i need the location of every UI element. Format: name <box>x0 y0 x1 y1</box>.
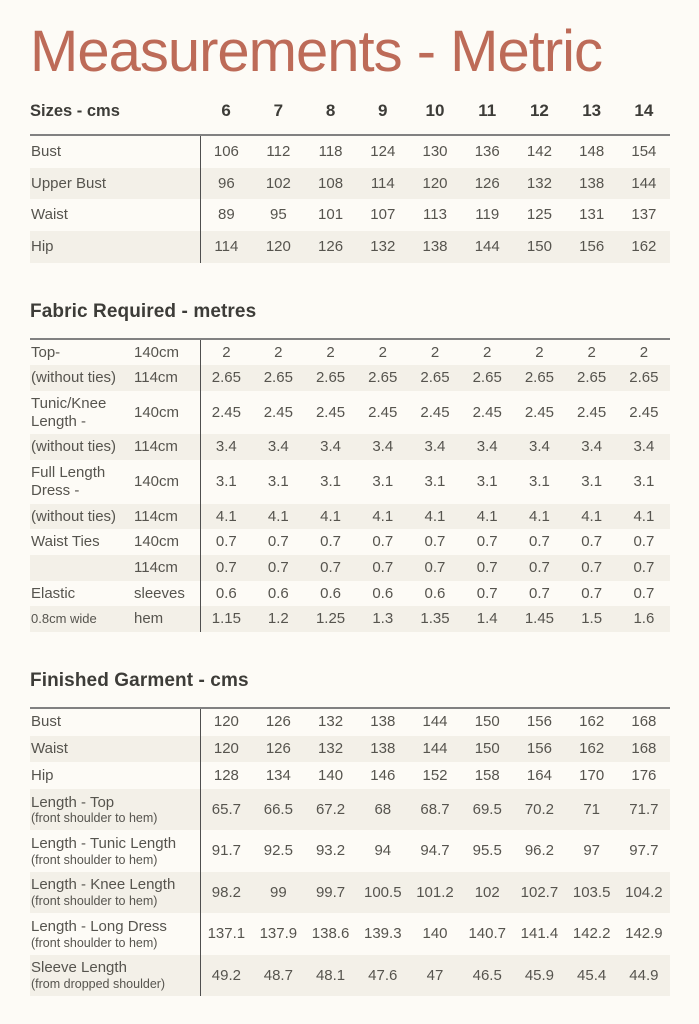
value-cell: 2.45 <box>368 403 398 421</box>
value-cell: 132 <box>304 736 356 763</box>
row-variant-label: hem <box>133 606 200 632</box>
value-cell: 3.4 <box>461 434 513 460</box>
value-cell: 137 <box>631 206 657 224</box>
value-cell: 0.7 <box>581 584 603 602</box>
value-cell: 137.1 <box>200 913 252 954</box>
value-cell: 120 <box>409 168 461 200</box>
table-row <box>30 762 670 789</box>
value-cell: 2.45 <box>315 403 346 421</box>
value-cell: 139.3 <box>364 925 402 943</box>
value-cell: 113 <box>423 206 447 224</box>
table-row <box>30 135 670 168</box>
value-cell: 91.7 <box>200 830 252 871</box>
row-label <box>30 231 200 263</box>
size-column-header: 9 <box>378 100 388 120</box>
value-cell: 2.45 <box>420 403 450 421</box>
value-cell: 2.45 <box>472 403 502 421</box>
value-cell: 2.65 <box>566 365 618 391</box>
value-cell: 2 <box>252 339 304 366</box>
table-row <box>30 581 670 607</box>
row-label: (without ties) <box>30 434 133 460</box>
row-variant-label: 140cm <box>134 533 180 551</box>
value-cell: 0.7 <box>267 533 289 551</box>
size-column-header: 11 <box>478 100 497 120</box>
table-row <box>30 736 670 763</box>
value-cell: 138 <box>409 231 461 263</box>
table-row <box>30 434 670 460</box>
value-cell: 144 <box>618 168 670 200</box>
size-column-header: 6 <box>221 100 231 120</box>
value-cell: 0.7 <box>409 555 461 581</box>
size-column-header: 12 <box>529 100 549 120</box>
value-cell: 2 <box>618 339 670 366</box>
value-cell: 69.5 <box>461 789 513 830</box>
table-row <box>30 391 670 434</box>
value-cell: 1.2 <box>252 606 304 632</box>
table-row <box>30 529 670 555</box>
value-cell: 146 <box>370 766 396 784</box>
row-label-text: Length - Knee Length <box>31 876 176 894</box>
value-cell: 4.1 <box>566 504 618 530</box>
value-cell: 2.45 <box>629 403 659 421</box>
value-cell: 138.6 <box>311 925 350 943</box>
value-cell: 126 <box>461 168 513 200</box>
table-row <box>30 606 670 632</box>
value-cell: 0.7 <box>528 533 550 551</box>
value-cell: 156 <box>566 231 618 263</box>
value-cell: 0.7 <box>513 555 565 581</box>
value-cell: 0.7 <box>476 584 498 602</box>
value-cell: 3.1 <box>200 460 252 503</box>
row-label: Top- <box>30 339 133 366</box>
row-variant-label: 140cm <box>133 339 200 366</box>
fabric-required-table <box>30 338 670 632</box>
value-cell: 176 <box>631 766 657 784</box>
value-cell: 47 <box>409 955 461 996</box>
value-cell: 150 <box>461 736 513 763</box>
value-cell: 99 <box>252 872 304 913</box>
value-cell: 156 <box>513 736 565 763</box>
value-cell: 3.1 <box>320 472 341 490</box>
fabric-required-heading: Fabric Required - metres <box>30 300 257 322</box>
value-cell: 3.4 <box>513 434 565 460</box>
value-cell: 144 <box>461 231 513 263</box>
value-cell: 67.2 <box>304 789 356 830</box>
table-row <box>30 872 670 913</box>
value-cell: 120 <box>200 708 252 736</box>
row-label-text: Hip <box>31 238 54 256</box>
row-label <box>30 762 200 789</box>
value-cell: 48.7 <box>252 955 304 996</box>
value-cell: 70.2 <box>513 789 565 830</box>
value-cell: 170 <box>579 766 605 784</box>
value-cell: 4.1 <box>357 504 409 530</box>
value-cell: 142 <box>513 135 565 168</box>
value-cell: 45.4 <box>566 955 618 996</box>
row-sublabel: (front shoulder to hem) <box>31 894 158 909</box>
value-cell: 44.9 <box>618 955 670 996</box>
table-row <box>30 231 670 263</box>
value-cell: 112 <box>252 135 304 168</box>
value-cell: 1.5 <box>566 606 618 632</box>
table-row <box>30 339 670 366</box>
row-label <box>30 955 200 996</box>
value-cell: 94 <box>374 842 392 860</box>
value-cell: 4.1 <box>304 504 356 530</box>
value-cell: 114 <box>357 168 409 200</box>
table-row <box>30 708 670 736</box>
row-label: 0.8cm wide <box>30 606 133 632</box>
value-cell: 89 <box>200 199 252 231</box>
value-cell: 3.4 <box>357 434 409 460</box>
value-cell: 134 <box>265 766 291 784</box>
value-cell: 47.6 <box>357 955 409 996</box>
value-cell: 132 <box>304 708 356 736</box>
value-cell: 2.65 <box>357 365 409 391</box>
value-cell: 0.7 <box>633 533 655 551</box>
value-cell: 0.7 <box>476 533 498 551</box>
value-cell: 2.65 <box>461 365 513 391</box>
row-sublabel: (from dropped shoulder) <box>31 976 166 991</box>
row-label: Tunic/Knee Length - <box>31 395 107 430</box>
row-variant-label: 140cm <box>134 472 180 490</box>
value-cell: 1.25 <box>304 606 356 632</box>
row-label <box>30 199 200 231</box>
row-label-text: Bust <box>31 142 62 160</box>
size-column-header: 8 <box>325 100 336 120</box>
value-cell: 118 <box>304 135 356 168</box>
value-cell: 152 <box>422 766 448 784</box>
row-label: (without ties) <box>30 365 133 391</box>
table-row <box>30 504 670 530</box>
value-cell: 1.35 <box>409 606 461 632</box>
value-cell: 120 <box>252 231 304 263</box>
table-row <box>30 555 670 581</box>
value-cell: 97 <box>583 842 600 860</box>
value-cell: 65.7 <box>200 789 252 830</box>
value-cell: 0.7 <box>304 555 356 581</box>
value-cell: 4.1 <box>618 504 670 530</box>
value-cell: 2.65 <box>618 365 670 391</box>
row-label: Full Length Dress - <box>31 464 106 499</box>
table-row <box>30 789 670 830</box>
value-cell: 144 <box>409 708 461 736</box>
value-cell: 66.5 <box>252 789 304 830</box>
value-cell: 130 <box>409 135 461 168</box>
value-cell: 119 <box>475 206 500 224</box>
value-cell: 138 <box>566 168 618 200</box>
table-row <box>30 913 670 954</box>
row-label-text: Sleeve Length <box>31 959 127 977</box>
value-cell: 3.1 <box>372 472 394 490</box>
row-label <box>30 736 200 763</box>
value-cell: 2 <box>513 339 565 366</box>
value-cell: 4.1 <box>252 504 304 530</box>
finished-garment-table <box>30 707 670 996</box>
value-cell: 93.2 <box>315 842 346 860</box>
value-cell: 0.7 <box>566 555 618 581</box>
value-cell: 3.1 <box>476 472 498 490</box>
value-cell: 48.1 <box>304 955 356 996</box>
value-cell: 3.4 <box>252 434 304 460</box>
value-cell: 148 <box>566 135 618 168</box>
value-cell: 0.7 <box>252 555 304 581</box>
row-label <box>30 555 133 581</box>
sizes-header-label: Sizes - cms <box>30 101 120 120</box>
value-cell: 3.4 <box>409 434 461 460</box>
body-measurements-table <box>30 101 670 263</box>
value-cell: 144 <box>409 736 461 763</box>
value-cell: 0.6 <box>320 584 341 602</box>
value-cell: 114 <box>200 231 252 263</box>
row-label <box>30 789 200 830</box>
value-cell: 96.2 <box>524 842 555 860</box>
row-label-text: Length - Tunic Length <box>31 834 177 852</box>
value-cell: 2 <box>461 339 513 366</box>
value-cell: 0.7 <box>618 555 670 581</box>
value-cell: 1.4 <box>461 606 513 632</box>
row-label-text: Length - Long Dress <box>31 917 167 935</box>
size-column-header: 13 <box>582 100 602 120</box>
value-cell: 68 <box>357 789 409 830</box>
row-label <box>30 708 200 736</box>
value-cell: 140 <box>318 766 344 784</box>
value-cell: 104.2 <box>618 872 670 913</box>
value-cell: 4.1 <box>461 504 513 530</box>
value-cell: 0.7 <box>200 555 252 581</box>
value-cell: 2.65 <box>513 365 565 391</box>
size-column-header: 7 <box>273 100 284 120</box>
value-cell: 154 <box>618 135 670 168</box>
value-cell: 102 <box>252 168 304 200</box>
value-cell: 101.2 <box>409 872 461 913</box>
sizes-table-body <box>30 135 670 263</box>
value-cell: 2.45 <box>200 391 252 434</box>
value-cell: 0.7 <box>461 555 513 581</box>
value-cell: 132 <box>513 168 565 200</box>
value-cell: 2.65 <box>304 365 356 391</box>
value-cell: 138 <box>357 736 409 763</box>
row-label-text: Length - Top <box>31 793 115 811</box>
row-variant-label: 114cm <box>133 504 200 530</box>
value-cell: 106 <box>200 135 252 168</box>
value-cell: 102.7 <box>513 872 565 913</box>
value-cell: 4.1 <box>409 504 461 530</box>
value-cell: 0.6 <box>267 584 289 602</box>
value-cell: 0.6 <box>372 584 394 602</box>
value-cell: 92.5 <box>263 842 293 860</box>
size-column-header: 10 <box>425 100 445 120</box>
sizes-table-header <box>30 101 670 135</box>
value-cell: 101 <box>318 206 344 224</box>
finished-garment-heading: Finished Garment - cms <box>30 669 249 691</box>
value-cell: 3.4 <box>566 434 618 460</box>
value-cell: 131 <box>579 206 605 224</box>
value-cell: 162 <box>566 708 618 736</box>
sizes-header-row <box>30 101 670 135</box>
value-cell: 0.7 <box>581 533 603 551</box>
value-cell: 136 <box>461 135 513 168</box>
value-cell: 2 <box>409 339 461 366</box>
value-cell: 107 <box>370 206 396 224</box>
value-cell: 126 <box>304 231 356 263</box>
value-cell: 3.1 <box>581 472 603 490</box>
value-cell: 2 <box>304 339 356 366</box>
garment-table-body <box>30 708 670 996</box>
row-sublabel: (front shoulder to hem) <box>31 935 158 950</box>
value-cell: 95.5 <box>472 842 502 860</box>
row-variant-label: 114cm <box>133 434 200 460</box>
value-cell: 164 <box>526 766 552 784</box>
value-cell: 71.7 <box>618 789 670 830</box>
table-row <box>30 199 670 231</box>
row-variant-label: 114cm <box>133 365 200 391</box>
value-cell: 0.6 <box>200 581 252 607</box>
row-variant-label: 114cm <box>133 555 200 581</box>
value-cell: 45.9 <box>513 955 565 996</box>
value-cell: 99.7 <box>304 872 356 913</box>
row-sublabel: (front shoulder to hem) <box>31 811 158 826</box>
value-cell: 132 <box>357 231 409 263</box>
value-cell: 3.4 <box>618 434 670 460</box>
value-cell: 2 <box>357 339 409 366</box>
value-cell: 2.45 <box>577 403 607 421</box>
table-row <box>30 460 670 503</box>
value-cell: 137.9 <box>259 925 298 943</box>
row-sublabel: (front shoulder to hem) <box>31 852 158 867</box>
value-cell: 94.7 <box>420 842 450 860</box>
value-cell: 1.3 <box>357 606 409 632</box>
value-cell: 96 <box>200 168 252 200</box>
size-column-header: 14 <box>634 100 654 120</box>
row-label: (without ties) <box>30 504 133 530</box>
value-cell: 150 <box>461 708 513 736</box>
table-row <box>30 830 670 871</box>
value-cell: 0.6 <box>424 584 446 602</box>
value-cell: 2.65 <box>409 365 461 391</box>
value-cell: 162 <box>566 736 618 763</box>
value-cell: 3.1 <box>267 472 289 490</box>
value-cell: 108 <box>304 168 356 200</box>
value-cell: 156 <box>513 708 565 736</box>
row-variant-label: sleeves <box>134 584 185 602</box>
value-cell: 0.7 <box>320 533 341 551</box>
value-cell: 0.7 <box>200 529 252 555</box>
row-label-text: Waist <box>31 740 68 758</box>
value-cell: 1.6 <box>618 606 670 632</box>
value-cell: 0.7 <box>357 555 409 581</box>
row-label <box>30 913 200 954</box>
value-cell: 1.45 <box>513 606 565 632</box>
table-row <box>30 955 670 996</box>
row-label: Waist Ties <box>31 533 100 551</box>
value-cell: 158 <box>474 766 500 784</box>
value-cell: 3.4 <box>304 434 356 460</box>
value-cell: 68.7 <box>409 789 461 830</box>
page-title: Measurements - Metric <box>30 19 603 84</box>
value-cell: 126 <box>252 708 304 736</box>
value-cell: 4.1 <box>200 504 252 530</box>
value-cell: 102 <box>461 872 513 913</box>
value-cell: 2.65 <box>200 365 252 391</box>
row-label: Elastic <box>31 584 76 602</box>
row-label <box>30 168 200 200</box>
value-cell: 2 <box>566 339 618 366</box>
value-cell: 120 <box>200 736 252 763</box>
row-label-text: Bust <box>31 713 62 731</box>
value-cell: 2.65 <box>252 365 304 391</box>
table-row <box>30 168 670 200</box>
value-cell: 142.9 <box>625 925 663 943</box>
value-cell: 140.7 <box>468 925 506 943</box>
value-cell: 95 <box>270 206 287 224</box>
value-cell: 125 <box>526 206 552 224</box>
value-cell: 2.45 <box>524 403 555 421</box>
value-cell: 128 <box>200 762 252 789</box>
row-label-text: Waist <box>31 206 68 224</box>
value-cell: 1.15 <box>200 606 252 632</box>
fabric-table-body <box>30 339 670 632</box>
value-cell: 141.4 <box>520 925 559 943</box>
value-cell: 126 <box>252 736 304 763</box>
value-cell: 103.5 <box>566 872 618 913</box>
value-cell: 168 <box>618 708 670 736</box>
value-cell: 3.1 <box>424 472 446 490</box>
value-cell: 100.5 <box>357 872 409 913</box>
value-cell: 124 <box>357 135 409 168</box>
row-label <box>30 135 200 168</box>
value-cell: 0.7 <box>424 533 446 551</box>
value-cell: 150 <box>513 231 565 263</box>
value-cell: 4.1 <box>513 504 565 530</box>
value-cell: 138 <box>357 708 409 736</box>
value-cell: 3.1 <box>528 472 550 490</box>
value-cell: 2.45 <box>263 403 293 421</box>
row-variant-label: 140cm <box>134 403 180 421</box>
value-cell: 0.7 <box>372 533 394 551</box>
row-label-text: Hip <box>31 766 54 784</box>
value-cell: 0.7 <box>528 584 550 602</box>
value-cell: 0.7 <box>633 584 655 602</box>
value-cell: 97.7 <box>629 842 659 860</box>
value-cell: 98.2 <box>200 872 252 913</box>
row-label <box>30 872 200 913</box>
value-cell: 49.2 <box>200 955 252 996</box>
value-cell: 142.2 <box>572 925 611 943</box>
value-cell: 71 <box>566 789 618 830</box>
table-row <box>30 365 670 391</box>
value-cell: 140 <box>422 925 448 943</box>
row-label-text: Upper Bust <box>31 174 107 192</box>
value-cell: 3.4 <box>200 434 252 460</box>
row-label <box>30 830 200 871</box>
value-cell: 3.1 <box>633 472 655 490</box>
value-cell: 168 <box>618 736 670 763</box>
value-cell: 46.5 <box>461 955 513 996</box>
value-cell: 162 <box>618 231 670 263</box>
value-cell: 2 <box>200 339 252 366</box>
